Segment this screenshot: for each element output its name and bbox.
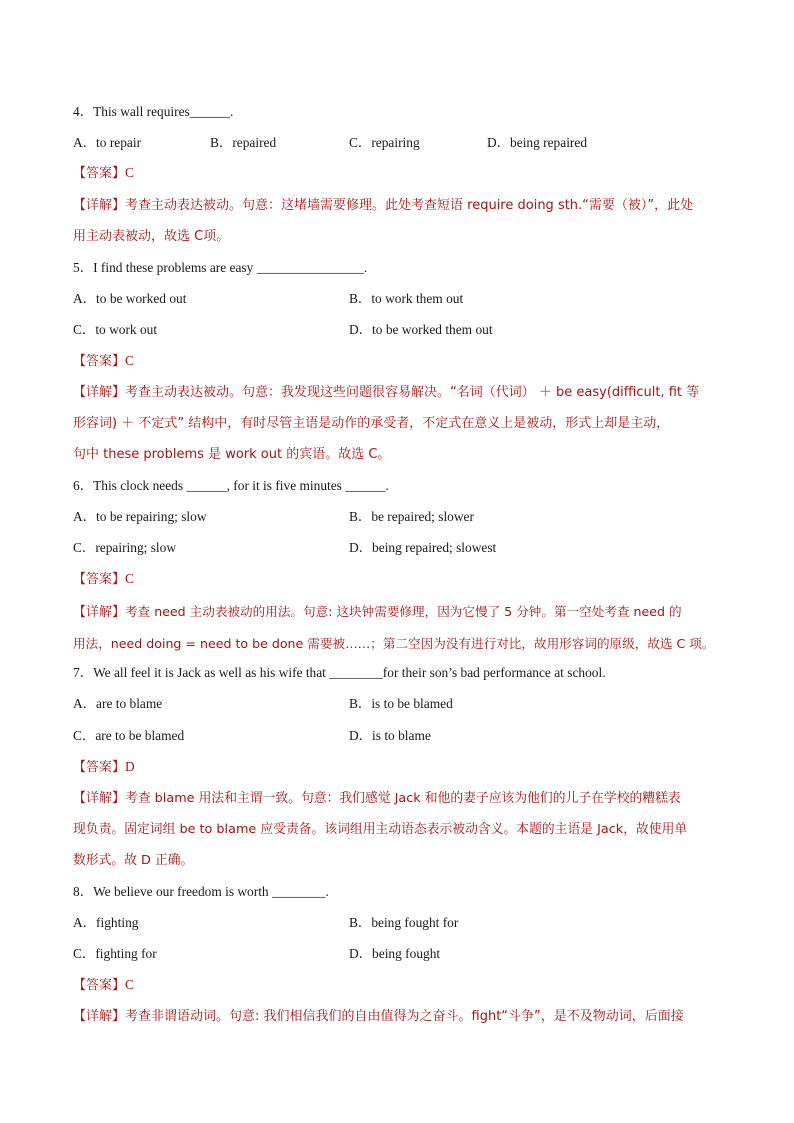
question-4-option-a: A．to repair [73, 135, 142, 150]
question-4-answer [73, 163, 134, 184]
answer-tag: 【答案】 [73, 760, 126, 775]
question-4-detail [73, 190, 723, 252]
question-7-option-d: D．is to blame [349, 728, 431, 743]
answer-value: D [125, 759, 135, 774]
question-7-detail [73, 783, 723, 876]
question-5-option-a: A．to be worked out [73, 291, 187, 306]
detail-line: 【详解】考查非谓语动词。句意: 我们相信我们的自由值得为之奋斗。fight“斗争”，是不及物动词，后面接 [73, 1009, 684, 1024]
answer-value: C [125, 353, 134, 368]
question-6-option-a: A．to be repairing; slow [73, 509, 207, 524]
question-8-detail [73, 1001, 723, 1032]
detail-line: 用主动表被动，故选 C项。 [73, 229, 230, 244]
detail-tag: 【详解】 [73, 605, 126, 620]
question-6-answer [73, 569, 134, 590]
detail-line: 【详解】考查主动表达被动。句意：这堵墙需要修理。此处考查短语 require doing sth.“需要（被）”，此处 [73, 198, 694, 213]
detail-tag: 【详解】 [73, 1009, 126, 1024]
answer-tag: 【答案】 [73, 572, 126, 587]
question-7-option-c: C．are to be blamed [73, 728, 185, 743]
question-6-option-d: D．being repaired; slowest [349, 540, 497, 555]
detail-tag: 【详解】 [73, 385, 126, 400]
answer-value: C [125, 571, 134, 586]
detail-line: 现负责。固定词组 be to blame 应受责备。该词组用主动语态表示被动含义。本题的主语是 Jack，故使用单 [73, 822, 688, 837]
detail-line: 形容词) ＋ 不定式” 结构中，有时尽管主语是动作的承受者，不定式在意义上是被动，形式上却是主动， [73, 416, 670, 431]
question-4-option-c: C．repairing [349, 135, 420, 150]
answer-tag: 【答案】 [73, 166, 126, 181]
question-8-stem: 8．We believe our freedom is worth ________. [73, 884, 329, 899]
question-6-option-c: C．repairing; slow [73, 540, 177, 555]
question-7-answer [73, 757, 135, 778]
detail-line: 句中 these problems 是 work out 的宾语。故选 C。 [73, 447, 391, 462]
question-8-answer [73, 975, 134, 996]
answer-value: C [125, 165, 134, 180]
question-5-stem: 5．I find these problems are easy ________________. [73, 260, 368, 275]
detail-tag: 【详解】 [73, 198, 126, 213]
question-8-option-b: B．being fought for [349, 915, 459, 930]
question-5-option-d: D．to be worked them out [349, 322, 493, 337]
question-5-answer [73, 351, 134, 372]
question-5-option-b: B．to work them out [349, 291, 464, 306]
detail-line: 【详解】考查主动表达被动。句意：我发现这些问题很容易解决。“名词（代词） ＋ be easy(difficult, fit 等 [73, 385, 700, 400]
question-4-option-d: D．being repaired [487, 135, 588, 150]
question-4-option-b: B．repaired [210, 135, 277, 150]
question-8-option-c: C．fighting for [73, 946, 157, 961]
question-6-option-b: B．be repaired; slower [349, 509, 474, 524]
question-8-option-d: D．being fought [349, 946, 441, 961]
answer-value: C [125, 977, 134, 992]
detail-line: 数形式。故 D 正确。 [73, 853, 194, 868]
question-7-stem: 7．We all feel it is Jack as well as his wife that ________for their son’s bad performance at school. [73, 665, 606, 680]
question-7-option-b: B．is to be blamed [349, 696, 453, 711]
question-6-detail [73, 596, 723, 659]
answer-tag: 【答案】 [73, 354, 126, 369]
question-6-stem: 6．This clock needs ______, for it is five minutes ______. [73, 478, 389, 493]
question-4-stem: 4．This wall requires______. [73, 104, 234, 119]
detail-line: 【详解】考查 need 主动表被动的用法。句意: 这块钟需要修理，因为它慢了 5 分钟。第一空处考查 need 的 [73, 604, 682, 620]
detail-line: 【详解】考查 blame 用法和主谓一致。句意：我们感觉 Jack 和他的妻子应该为他们的儿子在学校的糟糕表 [73, 791, 681, 806]
answer-tag: 【答案】 [73, 978, 126, 993]
question-5-detail [73, 377, 723, 470]
question-5-option-c: C．to work out [73, 322, 158, 337]
question-7-option-a: A．are to blame [73, 696, 163, 711]
detail-tag: 【详解】 [73, 791, 126, 806]
detail-line: 用法，need doing = need to be done 需要被……；第二空因为没有进行对比，故用形容词的原级，故选 C 项。 [73, 636, 715, 651]
question-8-option-a: A．fighting [73, 915, 139, 930]
